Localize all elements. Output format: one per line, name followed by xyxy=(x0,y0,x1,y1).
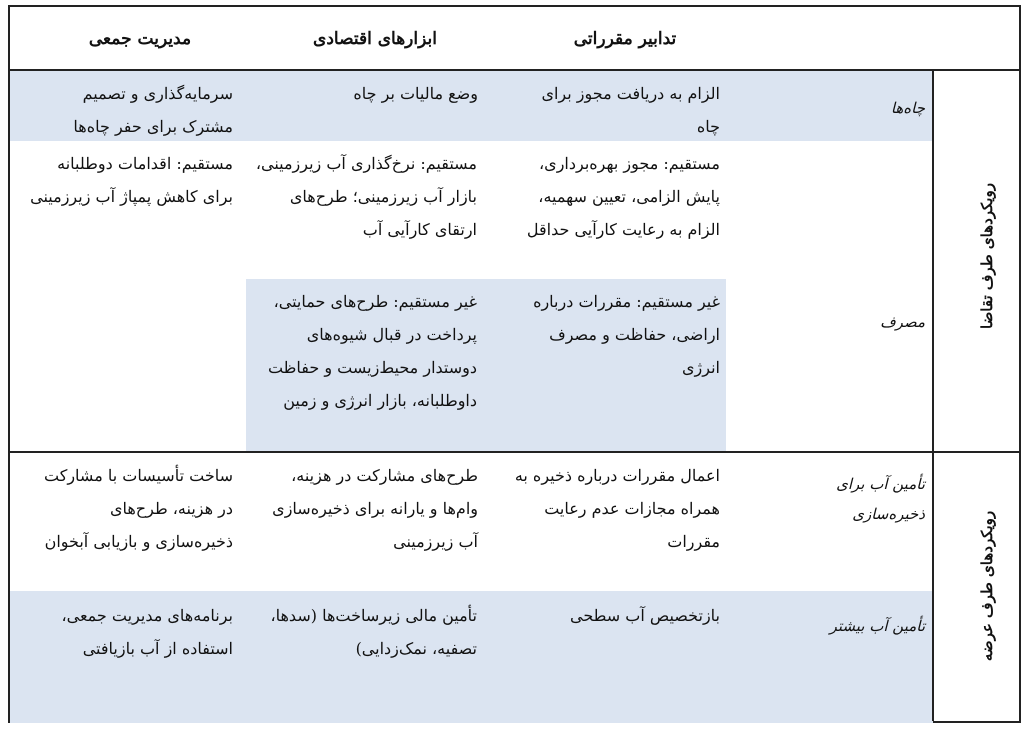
cell-wells-economic: وضع مالیات بر چاه xyxy=(353,84,478,103)
cell-more-supply-collective: برنامه‌های مدیریت جمعی، استفاده از آب بازیافتی xyxy=(61,606,233,658)
row-label-storage: تأمین آب برای ذخیره‌سازی xyxy=(836,475,925,523)
row-label-wells: چاه‌ها xyxy=(890,99,925,117)
policy-table xyxy=(8,5,1021,723)
cell-storage-economic: طرح‌های مشارکت در هزینه، وام‌ها و یارانه برای ذخیره‌سازی آب زیرزمینی xyxy=(272,466,478,551)
group-divider xyxy=(10,451,1019,453)
header-economic: ابزارهای اقتصادی xyxy=(313,29,437,49)
cell-consumption-indirect-economic: غیر مستقیم: طرح‌های حمایتی، پرداخت در قبال شیوه‌های دوستدار محیط‌زیست و حفاظت داوطلبانه، بازار انرژی و زمین xyxy=(267,292,477,410)
cell-more-supply-regulatory: بازتخصیص آب سطحی xyxy=(569,606,720,625)
cell-wells-collective: سرمایه‌گذاری و تصمیم مشترک برای حفر چاه‌ها xyxy=(73,84,233,136)
header-collective: مدیریت جمعی xyxy=(88,29,192,49)
cell-consumption-direct-economic: مستقیم: نرخ‌گذاری آب زیرزمینی، بازار آب زیرزمینی؛ طرح‌های ارتقای کارآیی آب xyxy=(255,154,477,239)
cell-consumption-indirect-regulatory: غیر مستقیم: مقررات درباره اراضی، حفاظت و مصرف انرژی xyxy=(533,292,720,377)
group-demand-label: رویکردهای طرف تقاضا xyxy=(978,183,996,329)
row-label-consumption: مصرف xyxy=(880,313,925,331)
row-label-more-supply: تأمین آب بیشتر xyxy=(829,617,925,635)
cell-storage-collective: ساخت تأسیسات با مشارکت در هزینه، طرح‌های ذخیره‌سازی و بازیابی آبخوان xyxy=(43,466,233,551)
cell-more-supply-economic: تأمین مالی زیرساخت‌ها (سدها، تصفیه، نمک‌زدایی) xyxy=(270,606,477,658)
header-divider xyxy=(10,69,1019,71)
group-column-divider xyxy=(932,69,934,721)
cell-consumption-direct-regulatory: مستقیم: مجوز بهره‌برداری، پایش الزامی، تعیین سهمیه، الزام به رعایت کارآیی حداقل xyxy=(526,154,720,239)
cell-storage-regulatory: اعمال مقررات درباره ذخیره به همراه مجازات عدم رعایت مقررات xyxy=(514,466,720,551)
group-supply-label: رویکردهای طرف عرضه xyxy=(978,510,996,662)
cell-wells-regulatory: الزام به دریافت مجوز برای چاه xyxy=(541,84,720,136)
cell-consumption-direct-collective: مستقیم: اقدامات دوطلبانه برای کاهش پمپاژ آب زیرزمینی xyxy=(30,154,233,206)
header-regulatory: تدابیر مقرراتی xyxy=(573,29,677,49)
